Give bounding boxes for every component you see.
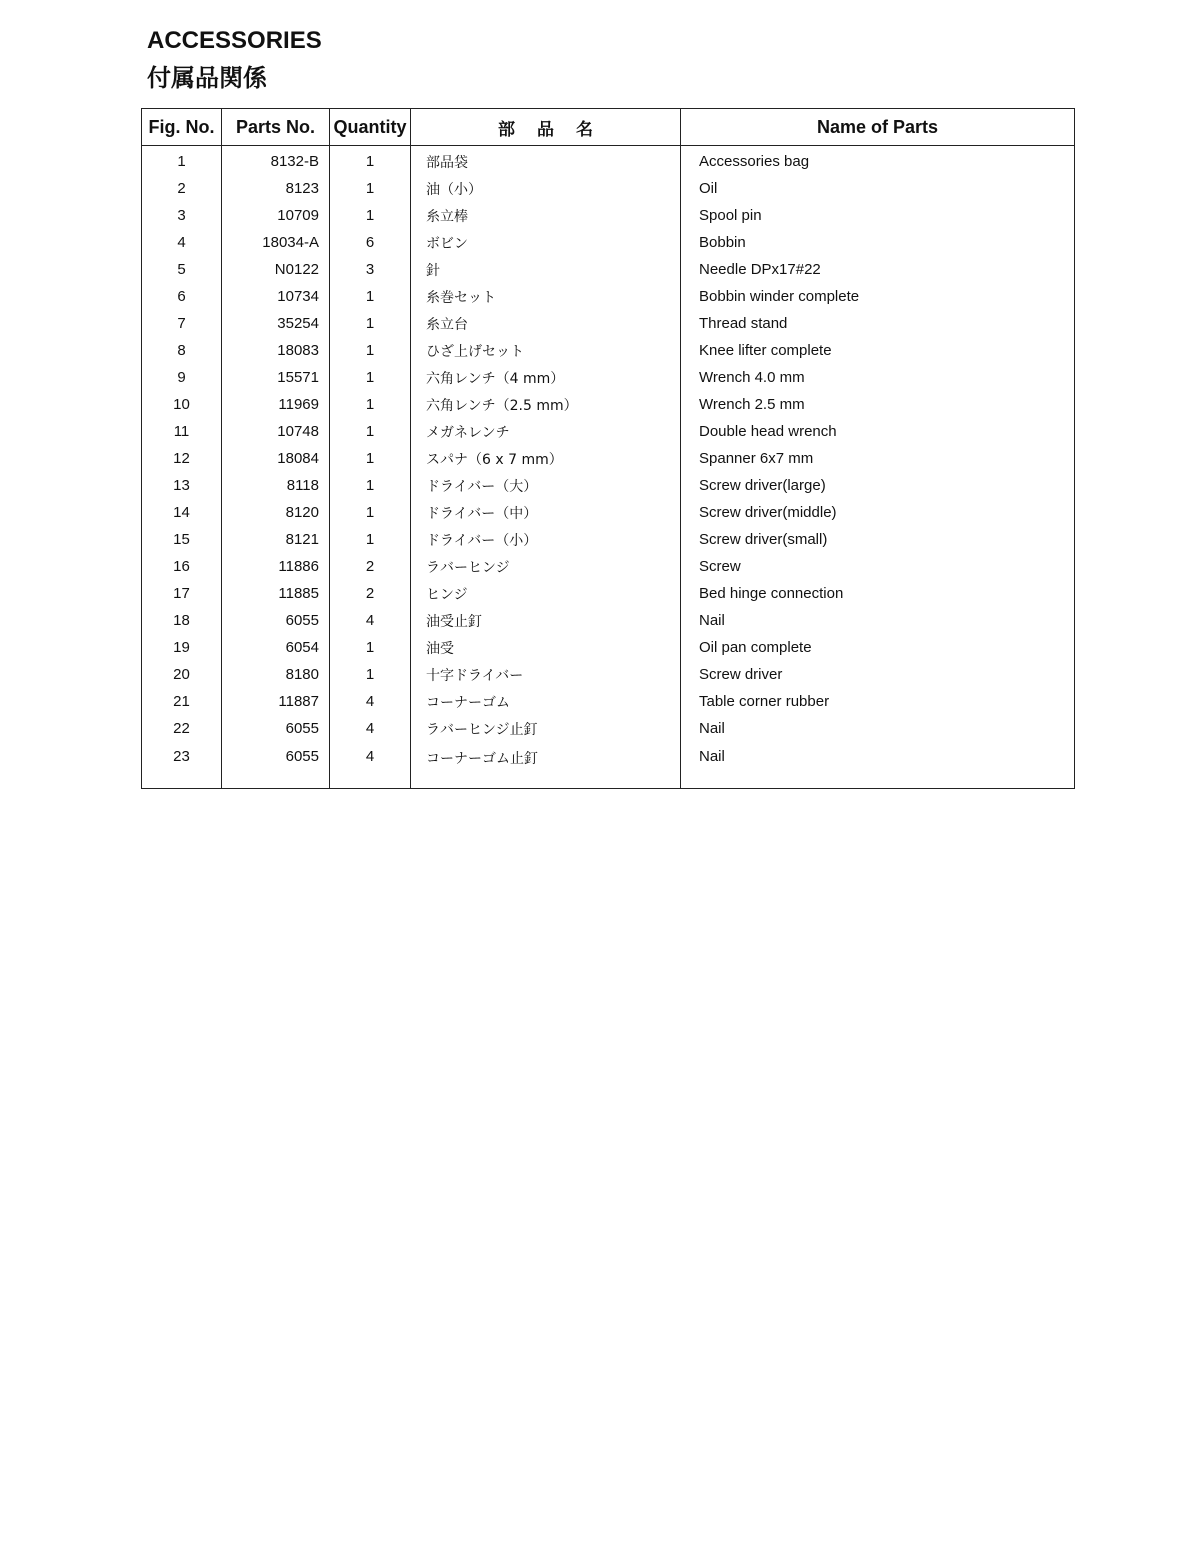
cell-name-of-parts: Screw driver(large) [681, 472, 1075, 499]
cell-quantity: 4 [330, 715, 411, 742]
header-quantity: Quantity [330, 109, 411, 146]
table-row [142, 607, 1075, 634]
cell-japanese-name: 十字ドライバー [411, 661, 681, 688]
table-row [142, 229, 1075, 256]
cell-japanese-name: ドライバー（小） [411, 526, 681, 553]
cell-quantity: 1 [330, 146, 411, 176]
page-title: ACCESSORIES [147, 27, 322, 54]
cell-fig-no: 4 [142, 229, 222, 256]
cell-fig-no: 19 [142, 634, 222, 661]
cell-name-of-parts: Needle DPx17#22 [681, 256, 1075, 283]
cell-quantity: 3 [330, 256, 411, 283]
cell-quantity: 4 [330, 742, 411, 789]
cell-japanese-name: 油受止釘 [411, 607, 681, 634]
cell-name-of-parts: Nail [681, 742, 1075, 789]
cell-japanese-name: 糸巻セット [411, 283, 681, 310]
cell-japanese-name: 針 [411, 256, 681, 283]
cell-japanese-name: 油受 [411, 634, 681, 661]
cell-fig-no: 23 [142, 742, 222, 789]
table-row [142, 283, 1075, 310]
cell-quantity: 1 [330, 310, 411, 337]
cell-fig-no: 13 [142, 472, 222, 499]
cell-quantity: 1 [330, 364, 411, 391]
cell-japanese-name: ボビン [411, 229, 681, 256]
cell-parts-no: 8123 [222, 175, 330, 202]
cell-parts-no: 8132-B [222, 146, 330, 176]
cell-parts-no: 35254 [222, 310, 330, 337]
cell-parts-no: 11886 [222, 553, 330, 580]
cell-parts-no: 8118 [222, 472, 330, 499]
cell-name-of-parts: Oil [681, 175, 1075, 202]
table-row [142, 391, 1075, 418]
table-row [142, 472, 1075, 499]
table-row [142, 688, 1075, 715]
cell-parts-no: 10734 [222, 283, 330, 310]
cell-fig-no: 17 [142, 580, 222, 607]
cell-japanese-name: 部品袋 [411, 146, 681, 176]
cell-parts-no: N0122 [222, 256, 330, 283]
cell-fig-no: 11 [142, 418, 222, 445]
table-row [142, 553, 1075, 580]
cell-name-of-parts: Oil pan complete [681, 634, 1075, 661]
table-row [142, 661, 1075, 688]
cell-quantity: 1 [330, 499, 411, 526]
page-title-japanese: 付属品関係 [147, 64, 267, 92]
cell-fig-no: 2 [142, 175, 222, 202]
cell-quantity: 4 [330, 607, 411, 634]
cell-fig-no: 15 [142, 526, 222, 553]
table-row [142, 418, 1075, 445]
table-row [142, 364, 1075, 391]
cell-japanese-name: スパナ（6 x 7 mm） [411, 445, 681, 472]
cell-name-of-parts: Wrench 2.5 mm [681, 391, 1075, 418]
table-row [142, 445, 1075, 472]
cell-name-of-parts: Bobbin [681, 229, 1075, 256]
cell-name-of-parts: Screw driver [681, 661, 1075, 688]
accessories-table [141, 108, 1075, 789]
cell-parts-no: 11887 [222, 688, 330, 715]
cell-quantity: 1 [330, 472, 411, 499]
cell-parts-no: 11969 [222, 391, 330, 418]
cell-name-of-parts: Bobbin winder complete [681, 283, 1075, 310]
cell-name-of-parts: Nail [681, 607, 1075, 634]
table-row [142, 337, 1075, 364]
cell-japanese-name: ヒンジ [411, 580, 681, 607]
table-row [142, 202, 1075, 229]
cell-fig-no: 8 [142, 337, 222, 364]
cell-quantity: 1 [330, 337, 411, 364]
cell-fig-no: 12 [142, 445, 222, 472]
cell-parts-no: 15571 [222, 364, 330, 391]
cell-japanese-name: ひざ上げセット [411, 337, 681, 364]
cell-japanese-name: 糸立棒 [411, 202, 681, 229]
cell-parts-no: 8180 [222, 661, 330, 688]
cell-japanese-name: ドライバー（中） [411, 499, 681, 526]
cell-fig-no: 22 [142, 715, 222, 742]
cell-fig-no: 7 [142, 310, 222, 337]
table-row [142, 146, 1075, 176]
header-fig-no: Fig. No. [142, 109, 222, 146]
cell-fig-no: 1 [142, 146, 222, 176]
table-header-row [142, 109, 1075, 146]
cell-fig-no: 20 [142, 661, 222, 688]
table-row [142, 499, 1075, 526]
cell-fig-no: 9 [142, 364, 222, 391]
cell-parts-no: 18083 [222, 337, 330, 364]
cell-quantity: 2 [330, 580, 411, 607]
cell-quantity: 1 [330, 526, 411, 553]
cell-quantity: 1 [330, 175, 411, 202]
table-row [142, 310, 1075, 337]
header-name-of-parts: Name of Parts [681, 109, 1075, 146]
table-row [142, 742, 1075, 789]
cell-name-of-parts: Bed hinge connection [681, 580, 1075, 607]
cell-name-of-parts: Nail [681, 715, 1075, 742]
cell-japanese-name: 糸立台 [411, 310, 681, 337]
cell-quantity: 4 [330, 688, 411, 715]
table-row [142, 256, 1075, 283]
cell-name-of-parts: Accessories bag [681, 146, 1075, 176]
cell-parts-no: 6055 [222, 607, 330, 634]
cell-name-of-parts: Double head wrench [681, 418, 1075, 445]
cell-name-of-parts: Spanner 6x7 mm [681, 445, 1075, 472]
cell-japanese-name: ドライバー（大） [411, 472, 681, 499]
cell-quantity: 1 [330, 445, 411, 472]
cell-quantity: 1 [330, 283, 411, 310]
cell-name-of-parts: Knee lifter complete [681, 337, 1075, 364]
cell-fig-no: 6 [142, 283, 222, 310]
cell-parts-no: 6055 [222, 715, 330, 742]
cell-fig-no: 16 [142, 553, 222, 580]
cell-parts-no: 6055 [222, 742, 330, 789]
cell-quantity: 2 [330, 553, 411, 580]
cell-parts-no: 6054 [222, 634, 330, 661]
cell-japanese-name: ラバーヒンジ止釘 [411, 715, 681, 742]
table-row [142, 634, 1075, 661]
cell-fig-no: 14 [142, 499, 222, 526]
table-row [142, 580, 1075, 607]
cell-fig-no: 5 [142, 256, 222, 283]
table-row [142, 715, 1075, 742]
table-row [142, 175, 1075, 202]
cell-parts-no: 8120 [222, 499, 330, 526]
cell-parts-no: 8121 [222, 526, 330, 553]
cell-name-of-parts: Table corner rubber [681, 688, 1075, 715]
cell-name-of-parts: Spool pin [681, 202, 1075, 229]
cell-quantity: 1 [330, 661, 411, 688]
cell-name-of-parts: Screw driver(small) [681, 526, 1075, 553]
cell-japanese-name: 油（小） [411, 175, 681, 202]
cell-name-of-parts: Thread stand [681, 310, 1075, 337]
cell-japanese-name: コーナーゴム止釘 [411, 742, 681, 789]
table-body [142, 146, 1075, 789]
cell-fig-no: 21 [142, 688, 222, 715]
cell-name-of-parts: Wrench 4.0 mm [681, 364, 1075, 391]
cell-parts-no: 10709 [222, 202, 330, 229]
cell-quantity: 1 [330, 202, 411, 229]
cell-fig-no: 10 [142, 391, 222, 418]
cell-parts-no: 18034-A [222, 229, 330, 256]
cell-name-of-parts: Screw driver(middle) [681, 499, 1075, 526]
header-parts-no: Parts No. [222, 109, 330, 146]
table-row [142, 526, 1075, 553]
cell-quantity: 1 [330, 391, 411, 418]
cell-parts-no: 18084 [222, 445, 330, 472]
cell-name-of-parts: Screw [681, 553, 1075, 580]
cell-japanese-name: メガネレンチ [411, 418, 681, 445]
cell-quantity: 1 [330, 634, 411, 661]
cell-quantity: 1 [330, 418, 411, 445]
cell-parts-no: 11885 [222, 580, 330, 607]
cell-japanese-name: ラバーヒンジ [411, 553, 681, 580]
cell-fig-no: 18 [142, 607, 222, 634]
cell-japanese-name: 六角レンチ（2.5 mm） [411, 391, 681, 418]
cell-japanese-name: 六角レンチ（4 mm） [411, 364, 681, 391]
cell-japanese-name: コーナーゴム [411, 688, 681, 715]
cell-parts-no: 10748 [222, 418, 330, 445]
cell-quantity: 6 [330, 229, 411, 256]
header-japanese-name: 部品名 [411, 109, 681, 146]
cell-fig-no: 3 [142, 202, 222, 229]
